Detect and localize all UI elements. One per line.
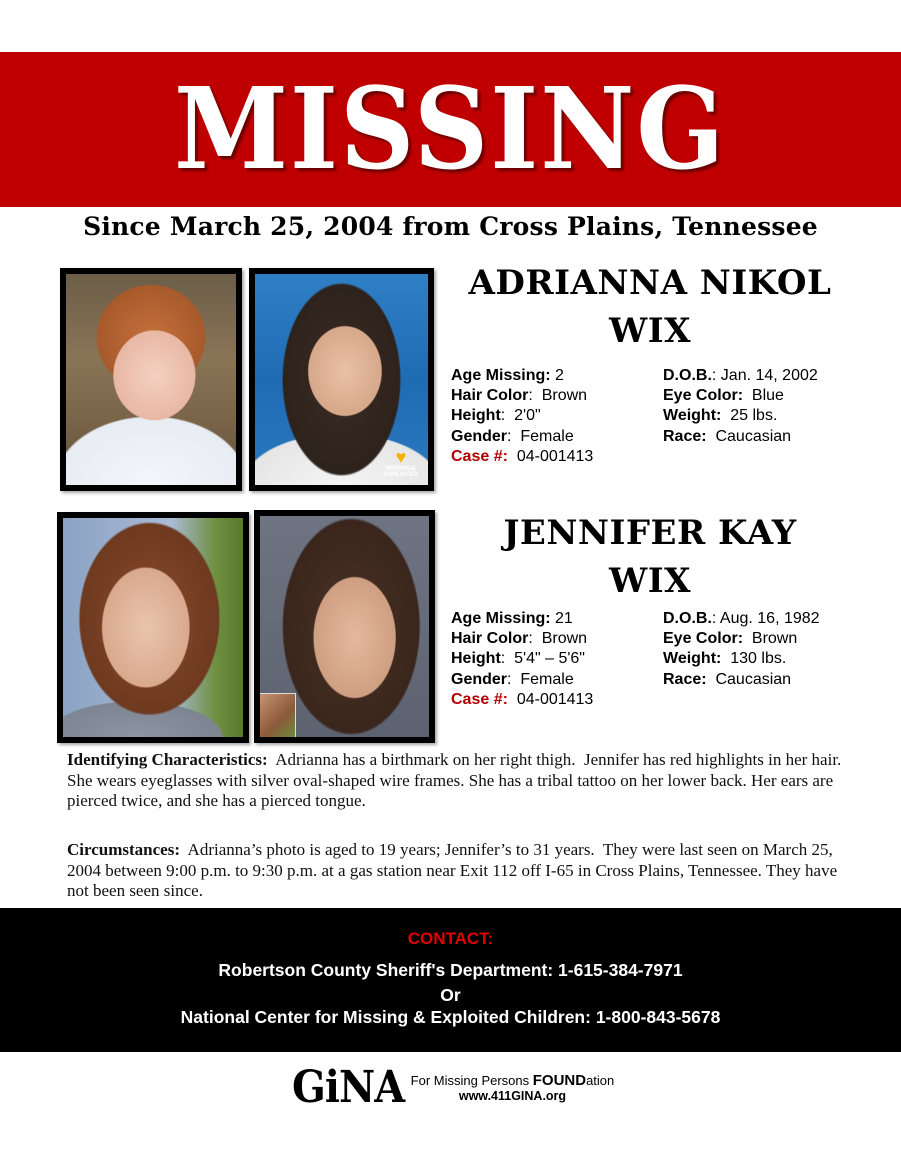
contact-ncmec-phone: National Center for Missing & Exploited Children: 1-800-843-5678 — [180, 1007, 721, 1027]
field-value: Brown — [743, 630, 798, 648]
section-text: Adrianna has a birthmark on her right thigh. Jennifer has red highlights in her hair. She wears eyeglasses with silver oval-shaped wire frames. She has a tribal tattoo on her lower back. Her ears are pierced twice, and she has a pierced tongue. — [67, 750, 846, 810]
gender-row — [451, 670, 593, 690]
jennifer-original-photo — [57, 512, 249, 743]
hair-color-row — [451, 629, 593, 649]
tagline-pre: For Missing Persons — [410, 1073, 533, 1089]
field-label: Race: — [663, 670, 707, 688]
tagline-bold: FOUND — [532, 1072, 587, 1090]
field-value: Caucasian — [706, 670, 792, 688]
field-label: Age Missing: — [451, 367, 551, 384]
field-sep: : — [507, 427, 512, 445]
jennifer-age-progressed-photo — [254, 510, 435, 743]
section-text: Adrianna’s photo is aged to 19 years; Jennifer’s to 31 years. They were last seen on March 25, 2004 between 9:00 p.m. to 9:30 p.m. at a gas station near Exit 112 off I-65 in Cross Plains, Tennessee. They have not been seen since. — [67, 840, 842, 900]
field-label: Gender — [451, 670, 508, 688]
eye-color-row — [663, 629, 820, 649]
section-label: Identifying Characteristics: — [67, 750, 268, 769]
eye-color-row — [663, 386, 818, 406]
contact-panel — [0, 908, 901, 1052]
field-label: Weight: — [663, 650, 722, 668]
name-line-1: JENNIFER KAY — [503, 513, 797, 553]
field-sep: : — [528, 630, 533, 648]
gina-logo: GiNA — [292, 1062, 405, 1113]
age-missing-row — [451, 366, 593, 386]
field-label: Gender — [451, 427, 508, 445]
field-value: Caucasian — [706, 427, 792, 445]
field-label: Weight: — [663, 407, 722, 425]
weight-row — [663, 649, 820, 669]
field-value: 2 — [550, 367, 564, 384]
heart-icon: ♥ — [395, 446, 407, 467]
field-value: Female — [511, 427, 574, 445]
field-value: 2'0" — [505, 407, 541, 425]
inset-thumbnail-photo — [260, 693, 296, 737]
field-value: Brown — [532, 630, 588, 648]
field-label: D.O.B. — [663, 367, 712, 384]
contact-sheriff-phone: Robertson County Sheriff's Department: 1-615-384-7971 — [218, 960, 683, 980]
height-row — [451, 649, 593, 669]
field-label: Hair Color — [451, 630, 529, 648]
field-label: Case #: — [451, 690, 508, 708]
gina-tagline — [411, 1072, 615, 1089]
field-value: Jan. 14, 2002 — [716, 367, 818, 384]
field-value: 5'4" – 5'6" — [505, 650, 585, 668]
field-label: Case #: — [451, 447, 508, 465]
missing-banner — [0, 52, 901, 207]
field-value: Female — [511, 670, 574, 688]
gina-url: www.411GINA.org — [458, 1089, 567, 1104]
banner-title: MISSING — [174, 63, 727, 195]
field-label: Eye Color: — [663, 387, 744, 405]
field-value: Aug. 16, 1982 — [716, 610, 820, 627]
field-value: 25 lbs. — [721, 407, 778, 425]
field-value: 130 lbs. — [721, 650, 787, 668]
gender-row — [451, 427, 593, 447]
missing-since-subtitle: Since March 25, 2004 from Cross Plains, Tennessee — [83, 212, 818, 241]
adrianna-age-progressed-photo — [249, 268, 434, 491]
dob-row — [663, 609, 820, 629]
field-label: Race: — [663, 427, 707, 445]
field-label: Age Missing: — [451, 610, 551, 627]
field-sep: : — [507, 670, 512, 688]
dob-row — [663, 366, 818, 386]
field-sep: : — [500, 407, 506, 425]
person-name-jennifer — [450, 509, 850, 605]
contact-title: CONTACT: — [407, 929, 494, 948]
field-sep: : — [711, 610, 717, 627]
name-line-2: WIX — [609, 561, 691, 601]
gina-text — [411, 1072, 615, 1104]
field-label: Hair Color — [451, 387, 529, 405]
field-sep: : — [528, 387, 533, 405]
field-label: Height — [451, 650, 501, 668]
age-missing-row — [451, 609, 593, 629]
race-row — [663, 670, 820, 690]
height-row — [451, 406, 593, 426]
person-name-adrianna — [450, 259, 850, 355]
section-label: Circumstances: — [67, 840, 180, 859]
name-line-2: WIX — [609, 311, 691, 351]
weight-row — [663, 406, 818, 426]
field-value: Blue — [743, 387, 784, 405]
hair-color-row — [451, 386, 593, 406]
field-value: 21 — [550, 610, 573, 627]
identifying-characteristics — [67, 750, 847, 812]
field-label: D.O.B. — [663, 610, 712, 627]
field-label: Eye Color: — [663, 630, 744, 648]
field-sep: : — [711, 367, 717, 384]
tagline-post: ation — [586, 1073, 615, 1089]
field-sep: : — [500, 650, 506, 668]
contact-or: Or — [440, 985, 461, 1005]
race-row — [663, 427, 818, 447]
field-value: 04-001413 — [507, 690, 594, 708]
case-number-row — [451, 447, 593, 467]
adrianna-childhood-photo — [60, 268, 242, 491]
case-number-row — [451, 690, 593, 710]
name-line-1: ADRIANNA NIKOL — [468, 263, 832, 303]
field-label: Height — [451, 407, 501, 425]
gina-foundation-footer — [292, 1063, 614, 1113]
circumstances — [67, 840, 847, 902]
field-value: 04-001413 — [507, 447, 594, 465]
ncmec-watermark-logo: ♥ MISSING& EXPLOITED — [378, 448, 424, 479]
field-value: Brown — [532, 387, 588, 405]
